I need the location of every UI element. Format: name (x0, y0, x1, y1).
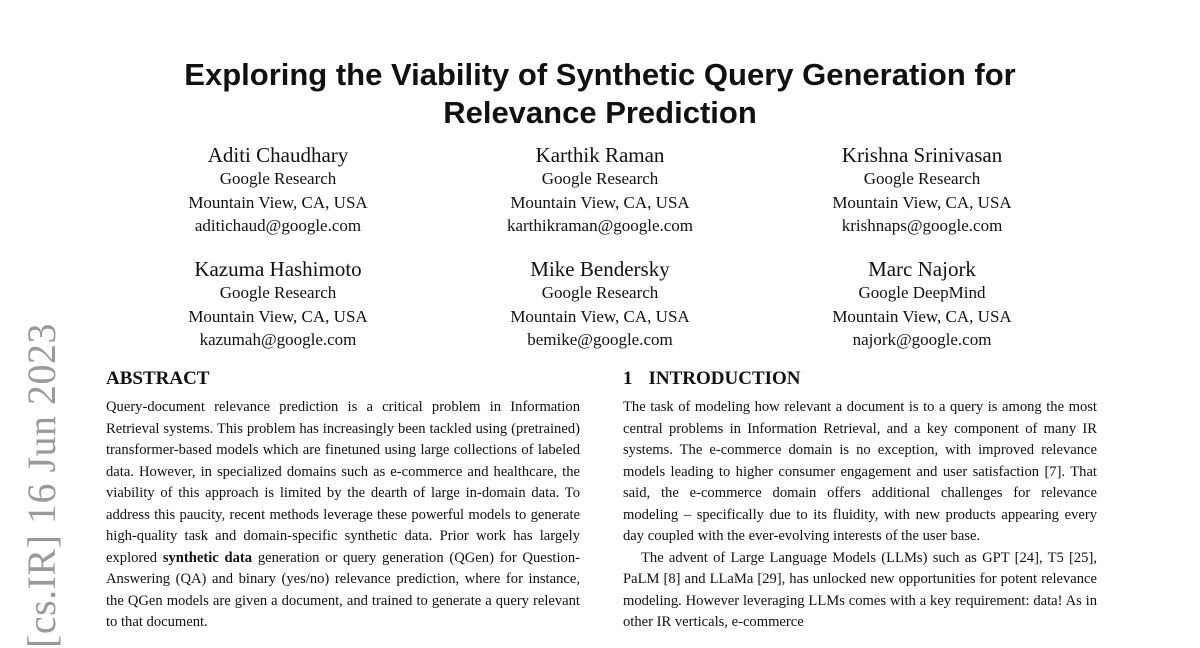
author-email: aditichaud@google.com (194, 216, 362, 235)
author-email: krishnaps@google.com (841, 216, 1003, 235)
abstract-paragraph (106, 397, 580, 634)
title-line-1: Exploring the Viability of Synthetic Query Generation for (184, 57, 1016, 92)
author-email: kazumah@google.com (199, 330, 357, 349)
abstract-heading: ABSTRACT (106, 368, 210, 389)
author-location: Mountain View, CA, USA (510, 192, 690, 212)
section-title: INTRODUCTION (648, 368, 801, 389)
author-name: Mike Bendersky (530, 257, 670, 281)
author-affiliation: Google Research (219, 283, 337, 302)
author-location: Mountain View, CA, USA (188, 306, 368, 326)
author-affiliation: Google DeepMind (858, 283, 986, 302)
author-name: Kazuma Hashimoto (194, 257, 362, 281)
author-block (772, 256, 1072, 352)
author-affiliation: Google Research (863, 169, 981, 188)
introduction-body (623, 397, 1097, 634)
author-email: najork@google.com (852, 330, 992, 349)
author-affiliation: Google Research (219, 169, 337, 188)
author-block (128, 142, 428, 238)
author-email: bemike@google.com (527, 330, 673, 349)
author-block (450, 256, 750, 352)
author-affiliation: Google Research (541, 169, 659, 188)
abstract-text-start: Query-document relevance prediction is a critical problem in Information Retrieval systems. This problem has increasingly been tackled using (pretrained) transformer-based models which are finetuned using large collections of labeled data. However, in specialized domains such as e-commerce and healthcare, the viability of this approach is limited by the dearth of large in-domain data. To address this paucity, recent methods leverage these powerful models to generate high-quality task and domain-specific synthetic data. Prior work has largely explored (106, 399, 580, 566)
introduction-heading (623, 368, 801, 390)
arxiv-stamp: [cs.IR] 16 Jun 2023 (19, 322, 64, 648)
abstract-body (106, 397, 580, 634)
intro-paragraph-2: The advent of Large Language Models (LLMs) such as GPT [24], T5 [25], PaLM [8] and LLaMa [29], has unlocked new opportunities for potent relevance modeling. However leveraging LLMs comes with a key requirement: data! As in other IR verticals, e-commerce (623, 549, 1097, 630)
author-location: Mountain View, CA, USA (510, 306, 690, 326)
section-number: 1 (623, 368, 633, 389)
abstract-bold-term: synthetic data (162, 549, 253, 566)
author-email: karthikraman@google.com (506, 216, 694, 235)
author-name: Karthik Raman (535, 143, 665, 167)
author-name: Aditi Chaudhary (207, 143, 349, 167)
intro-paragraph-1: The task of modeling how relevant a document is to a query is among the most central problems in Information Retrieval, and a key component of many IR systems. The e-commerce domain is no exception, with improved relevance models leading to higher consumer engagement and user satisfaction [7]. That said, the e-commerce domain offers additional challenges for relevance modeling – specifically due to its fluidity, with new products appearing every day coupled with the ever-evolving interests of the user base. (623, 399, 1097, 544)
paper-title (0, 56, 1200, 132)
author-affiliation: Google Research (541, 283, 659, 302)
abstract-text-end: generation or query generation (QGen) for Question-Answering (QA) and binary (yes/no) relevance prediction, where for instance, the QGen models are given a document, and trained to generate a query relevant to that document. (106, 549, 580, 630)
author-location: Mountain View, CA, USA (188, 192, 368, 212)
author-block (772, 142, 1072, 238)
author-location: Mountain View, CA, USA (832, 306, 1012, 326)
author-block (128, 256, 428, 352)
title-line-2: Relevance Prediction (443, 95, 757, 130)
author-location: Mountain View, CA, USA (832, 192, 1012, 212)
author-name: Marc Najork (868, 257, 976, 281)
author-name: Krishna Srinivasan (841, 143, 1003, 167)
author-block (450, 142, 750, 238)
